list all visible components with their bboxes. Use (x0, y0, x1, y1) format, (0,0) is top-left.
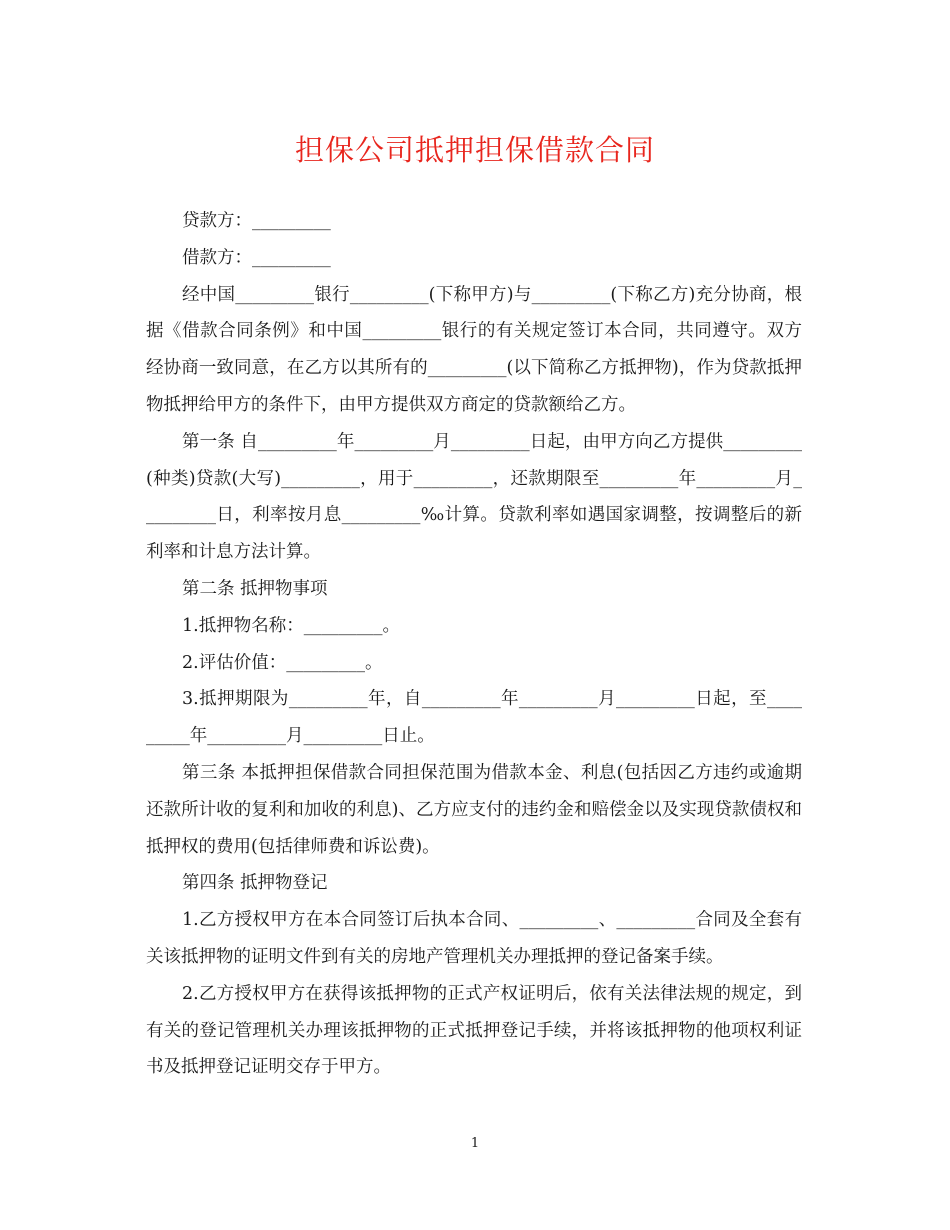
article-2-item-2: 2.评估价值：_________。 (182, 652, 383, 673)
lender-line: 贷款方：_________ (182, 211, 331, 231)
article-4-heading: 第四条 抵押物登记 (182, 873, 328, 894)
preamble-paragraph: 经中国_________银行_________(下称甲方)与_________(下称乙方)充分协商，根据《借款合同条例》和中国_________银行的有关规定签订本合同，共同遵守。双方经协商一致同意，在乙方以其所有的_________(以下简称乙方抵押物)，作为贷款抵押物抵押给甲方的条件下，由甲方提供双方商定的贷款额给乙方。 (146, 284, 802, 415)
document-title: 担保公司抵押担保借款合同 (294, 133, 655, 167)
article-4-item-1: 1.乙方授权甲方在本合同签订后执本合同、_________、_________合同及全套有关该抵押物的证明文件到有关的房地产管理机关办理抵押的登记备案手续。 (146, 910, 802, 967)
page-number: 1 (470, 1136, 480, 1151)
article-2-item-3: 3.抵押期限为_________年，自_________年_________月_________日起，至_________年_________月_________日止。 (146, 689, 802, 747)
article-3-paragraph: 第三条 本抵押担保借款合同担保范围为借款本金、利息(包括因乙方违约或逾期还款所计收的复利和加收的利息)、乙方应支付的违约金和赔偿金以及实现贷款债权和抵押权的费用(包括律师费和诉讼费)。 (146, 762, 802, 857)
article-2-heading: 第二条 抵押物事项 (182, 578, 328, 599)
article-4-item-2: 2.乙方授权甲方在获得该抵押物的正式产权证明后，依有关法律法规的规定，到有关的登记管理机关办理该抵押物的正式抵押登记手续，并将该抵押物的他项权利证书及抵押登记证明交存于甲方。 (146, 983, 802, 1078)
borrower-line: 借款方：_________ (182, 247, 331, 268)
article-2-item-1: 1.抵押物名称：_________。 (182, 615, 400, 636)
document-body (146, 203, 802, 1086)
article-1-paragraph: 第一条 自_________年_________月_________日起，由甲方向乙方提供_________(种类)贷款(大写)_________，用于_________，还款期限至_________年_________月_________日，利率按月息_________‰计算。贷款利率如遇国家调整，按调整后的新利率和计息方法计算。 (146, 431, 802, 563)
